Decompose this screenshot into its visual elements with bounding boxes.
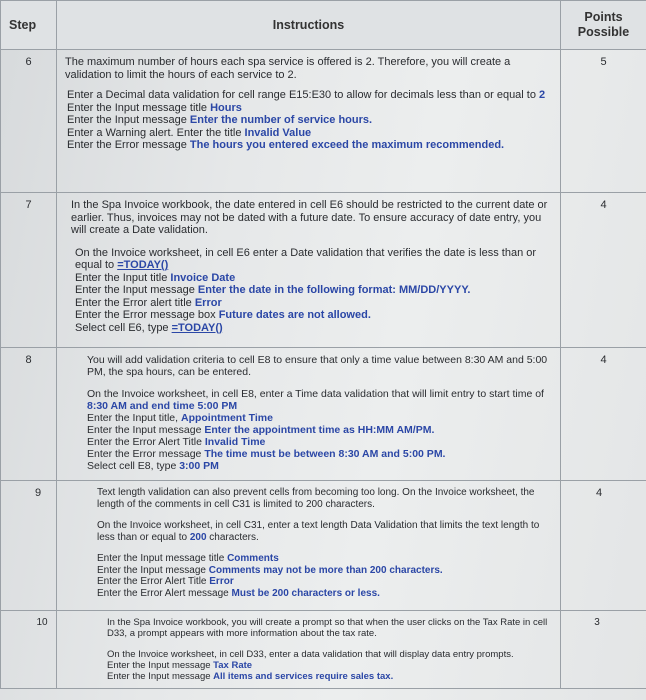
table-row: [1, 348, 646, 481]
instruction-line: Enter a Decimal data validation for cell range E15:E30 to allow for decimals less than or equal to 2: [67, 89, 546, 101]
step-intro: You will add validation criteria to cell E8 to ensure that only a time value between 8:30 AM and 5:00 PM, the spa hours, can be entered.: [87, 354, 548, 378]
step-number: 9: [1, 481, 57, 611]
instruction-line: Enter the Input message Enter the date in the following format: MM/DD/YYYY.: [75, 284, 471, 296]
instruction-line: Enter the Error message box Future dates are not allowed.: [75, 309, 371, 321]
instruction-line: Enter the Input message Tax Rate: [107, 660, 253, 671]
step-number: 8: [1, 348, 57, 481]
instruction-line: Enter the Error message The hours you entered exceed the maximum recommended.: [67, 139, 505, 151]
header-instructions: Instructions: [57, 1, 561, 50]
step-intro: Text length validation can also prevent cells from becoming too long. On the Invoice worksheet, the length of the comments in cell C31 is limited to 200 characters.: [97, 487, 535, 510]
instruction-line: Enter the Error message The time must be between 8:30 AM and 5:00 PM.: [87, 448, 446, 460]
header-points-line1: Points: [584, 10, 623, 24]
instruction-line: Enter the Input message Comments may not be more than 200 characters.: [97, 564, 443, 576]
step-instructions: [57, 611, 561, 689]
instruction-line: Enter the Input message Enter the appointment time as HH:MM AM/PM.: [87, 424, 435, 436]
instruction-line: Enter the Input title Invoice Date: [75, 271, 236, 284]
header-step: Step: [1, 1, 57, 50]
step-number: 10: [1, 611, 57, 689]
step-points: 4: [561, 481, 646, 611]
step-points: 3: [561, 611, 646, 689]
instruction-line: Enter the Error Alert message Must be 200 characters or less.: [97, 587, 380, 599]
table-row: [1, 193, 646, 348]
step-number: 7: [1, 193, 57, 348]
instruction-line: Enter the Input message title Comments: [97, 553, 279, 564]
header-points-line2: Possible: [577, 25, 630, 39]
instruction-line: Enter the Error alert title Error: [75, 296, 222, 309]
table-row: [1, 611, 646, 689]
instruction-line: Enter a Warning alert. Enter the title Invalid Value: [67, 126, 312, 139]
step-instructions: [57, 348, 561, 481]
instruction-line: Select cell E8, type 3:00 PM: [87, 460, 219, 472]
step-instructions: [57, 481, 561, 611]
instruction-line: On the Invoice worksheet, in cell E6 enter a Date validation that verifies the date is less than or equal to =TODAY(): [75, 246, 537, 271]
step-points: 4: [561, 348, 646, 481]
instruction-line: On the Invoice worksheet, in cell D33, enter a data validation that will display data entry prompts.: [107, 649, 514, 660]
instruction-line: Enter the Error Alert Title Invalid Time: [87, 436, 266, 448]
header-row: [1, 1, 646, 50]
header-points: [561, 1, 646, 50]
step-points: 5: [561, 50, 646, 193]
instruction-line: Enter the Error Alert Title Error: [97, 576, 234, 587]
instruction-line: On the Invoice worksheet, in cell E8, enter a Time data validation that will limit entry to start time of 8:30 AM and end time 5:00 PM: [87, 388, 544, 412]
step-points: 4: [561, 193, 646, 348]
instruction-line: Enter the Input message title Hours: [67, 101, 242, 114]
step-intro: In the Spa Invoice workbook, the date entered in cell E6 should be restricted to the current date or earlier. Thus, invoices may not be dated with a future date. To ensure accuracy of date entry, you will create a Date validation.: [71, 199, 548, 236]
step-instructions: [57, 50, 561, 193]
step-intro: The maximum number of hours each spa service is offered is 2. Therefore, you will create a validation to limit the hours of each service to 2.: [65, 56, 511, 81]
instruction-line: Enter the Input title, Appointment Time: [87, 412, 273, 424]
step-intro: In the Spa Invoice workbook, you will create a prompt so that when the user clicks on the Tax Rate in cell D33, a prompt appears with more information about the tax rate.: [107, 617, 548, 639]
instruction-line: Enter the Input message All items and services require sales tax.: [107, 671, 394, 682]
step-instructions: [57, 193, 561, 348]
table-row: [1, 50, 646, 193]
instruction-line: Select cell E6, type =TODAY(): [75, 321, 223, 334]
step-number: 6: [1, 50, 57, 193]
instruction-line: Enter the Input message Enter the number of service hours.: [67, 114, 373, 126]
table-row: [1, 481, 646, 611]
instruction-line: On the Invoice worksheet, in cell C31, enter a text length Data Validation that limits the text length to less than or equal to 200 characters.: [97, 520, 540, 543]
